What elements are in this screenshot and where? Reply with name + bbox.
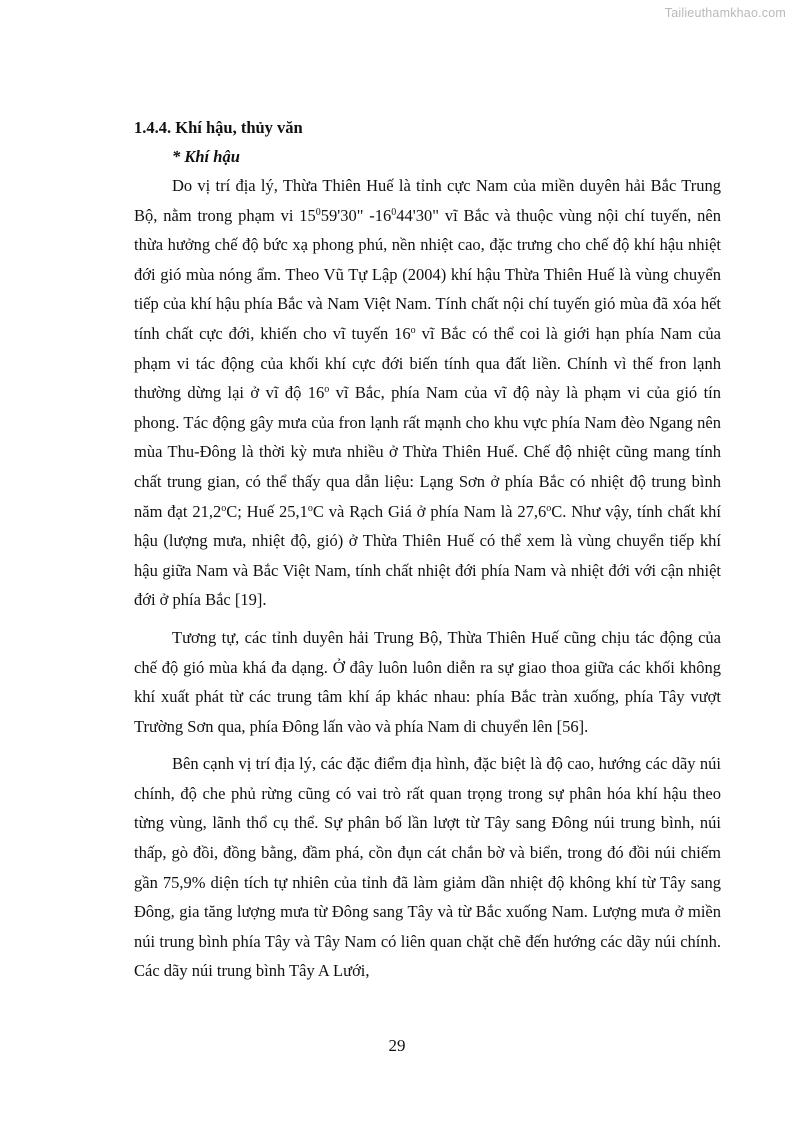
paragraph-2: Tương tự, các tỉnh duyên hải Trung Bộ, Thừa Thiên Huế cũng chịu tác động của chế độ gió mùa khá đa dạng. Ở đây luôn luôn diễn ra sự giao thoa giữa các khối không khí xuất phát từ các trung tâm khí áp khác nhau: phía Bắc tràn xuống, phía Tây vượt Trường Sơn qua, phía Đông lấn vào và phía Nam di chuyển lên [56]. (134, 627, 721, 736)
section-heading: 1.4.4. Khí hậu, thủy văn (134, 118, 303, 137)
paragraph-3: Bên cạnh vị trí địa lý, các đặc điểm địa hình, đặc biệt là độ cao, hướng các dãy núi chính, độ che phủ rừng cũng có vai trò rất quan trọng trong sự phân hóa khí hậu theo từng vùng, lãnh thổ cụ thể. Sự phân bố lần lượt từ Tây sang Đông núi trung bình, núi thấp, gò đồi, đồng bằng, đầm phá, cồn đụn cát chắn bờ và biển, trong đó đồi núi chiếm gần 75,9% diện tích tự nhiên của tỉnh đã làm giảm dần nhiệt độ không khí từ Tây sang Đông, gia tăng lượng mưa từ Đông sang Tây và từ Bắc xuống Nam. Lượng mưa ở miền núi trung bình phía Tây và Tây Nam có liên quan chặt chẽ đến hướng các dãy núi chính. Các dãy núi trung bình Tây A Lưới, (134, 754, 721, 981)
page-content (134, 113, 721, 986)
superscript: o (307, 502, 313, 514)
paragraph-1: Do vị trí địa lý, Thừa Thiên Huế là tỉnh cực Nam của miền duyên hải Bắc Trung Bộ, nằm trong phạm vi $15^059'30$" $-16^044'30$" vĩ Bắc và thuộc vùng nội chí tuyến, nên thừa hưởng chế độ bức xạ phong phú, nền nhiệt cao, đặc trưng cho chế độ khí hậu nhiệt đới gió mùa nóng ẩm. Theo Vũ Tự Lập (2004) khí hậu Thừa Thiên Huế là vùng chuyển tiếp của khí hậu phía Bắc và Nam Việt Nam. Tính chất nội chí tuyến gió mùa đã xóa hết tính chất cực đới, khiến cho vĩ tuyến 16$^o$ vĩ Bắc có thể coi là giới hạn phía Nam của phạm vi tác động của khối khí cực đới biến tính qua đất liền. Chính vì thế fron lạnh thường dừng lại ở vĩ độ 16$^o$ vĩ Bắc, phía Nam của vĩ độ này là phạm vi của gió tín phong. Tác động gây mưa của fron lạnh rất mạnh cho khu vực phía Nam đèo Ngang nên mùa Thu-Đông là thời kỳ mưa nhiều ở Thừa Thiên Huế. Chế độ nhiệt cũng mang tính chất trung gian, có thể thấy qua dẫn liệu: Lạng Sơn ở phía Bắc có nhiệt độ trung bình năm đạt 21,2$^o$C; Huế 25,1$^o$C và Rạch Giá ở phía Nam là 27,6$^o$C. Như vậy, tính chất khí hậu (lượng mưa, nhiệt độ, gió) ở Thừa Thiên Huế có thể xem là vùng chuyển tiếp khí hậu giữa Nam và Bắc Việt Nam, tính chất nhiệt đới phía Nam và nhiệt đới với cận nhiệt đới ở phía Bắc [19]. (134, 176, 722, 610)
superscript: o (546, 502, 552, 514)
superscript: 0 (315, 206, 321, 218)
superscript: o (324, 384, 330, 396)
superscript: o (410, 324, 416, 336)
page-number: 29 (388, 1036, 406, 1055)
watermark: Tailieuthamkhao.com (664, 6, 786, 20)
superscript: o (221, 502, 227, 514)
superscript: 0 (391, 206, 397, 218)
subsection-heading: * Khí hậu (172, 147, 240, 166)
